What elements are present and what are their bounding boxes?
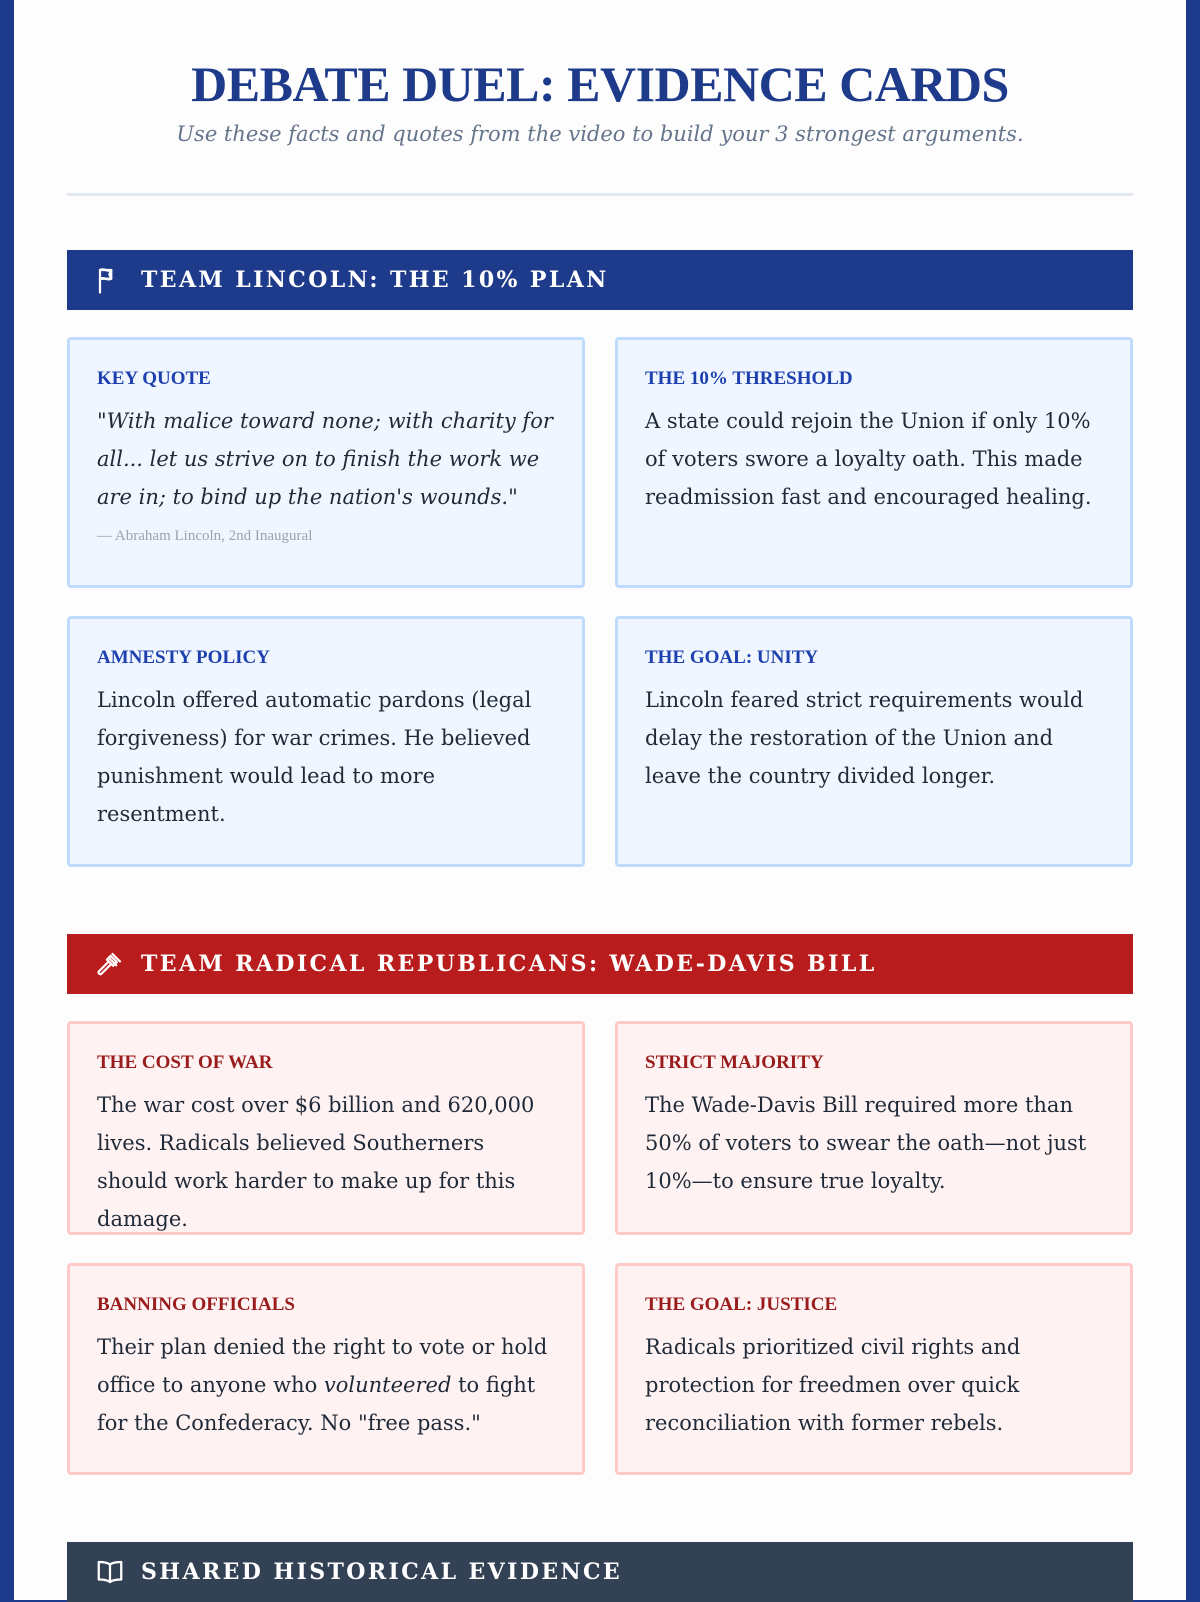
card-title: THE GOAL: JUSTICE bbox=[645, 1294, 838, 1315]
card-title: THE 10% THRESHOLD bbox=[645, 368, 853, 389]
card-title: AMNESTY POLICY bbox=[97, 647, 270, 668]
lincoln-section-title: TEAM LINCOLN: THE 10% PLAN bbox=[141, 267, 609, 293]
lincoln-section-header bbox=[67, 250, 1133, 310]
page bbox=[14, 0, 1186, 1600]
card-quote: "With malice toward none; with charity for all... let us strive on to finish the work we are in; to bind up the nation's wounds." bbox=[97, 409, 553, 509]
evidence-card-amnesty bbox=[67, 616, 585, 867]
card-text: Lincoln feared strict requirements would delay the restoration of the Union and leave the country divided longer. bbox=[645, 688, 1084, 788]
card-text-part: to fight for the Confederacy. No "free pass." bbox=[97, 1373, 536, 1435]
card-text-emphasis: volunteered bbox=[323, 1373, 452, 1397]
book-icon bbox=[95, 1556, 127, 1588]
card-title: KEY QUOTE bbox=[97, 368, 211, 389]
divider bbox=[67, 193, 1133, 196]
gavel-icon bbox=[95, 948, 127, 980]
flag-icon bbox=[95, 264, 127, 296]
evidence-card-cost-of-war bbox=[67, 1021, 585, 1235]
evidence-card-key-quote bbox=[67, 337, 585, 588]
evidence-card-banning-officials bbox=[67, 1263, 585, 1475]
evidence-card-justice bbox=[615, 1263, 1133, 1475]
page-subtitle: Use these facts and quotes from the video to build your 3 strongest arguments. bbox=[176, 122, 1024, 146]
card-text-part: Their plan denied the right to vote or hold office to anyone who bbox=[97, 1335, 548, 1397]
shared-section-header bbox=[67, 1542, 1133, 1602]
evidence-card-unity bbox=[615, 616, 1133, 867]
card-text: Lincoln offered automatic pardons (legal forgiveness) for war crimes. He believed punishment would lead to more resentment. bbox=[97, 688, 532, 826]
radicals-section-header bbox=[67, 934, 1133, 994]
quote-attribution: — Abraham Lincoln, 2nd Inaugural bbox=[97, 528, 313, 544]
card-text: The war cost over $6 billion and 620,000 lives. Radicals believed Southerners should work harder to make up for this damage. bbox=[97, 1093, 535, 1231]
card-text: Radicals prioritized civil rights and protection for freedmen over quick reconciliation with former rebels. bbox=[645, 1335, 1021, 1435]
evidence-card-10-threshold bbox=[615, 337, 1133, 588]
page-title: DEBATE DUEL: EVIDENCE CARDS bbox=[191, 56, 1009, 112]
shared-section-title: SHARED HISTORICAL EVIDENCE bbox=[141, 1559, 623, 1585]
card-text bbox=[97, 1328, 555, 1442]
evidence-card-strict-majority bbox=[615, 1021, 1133, 1235]
card-title: THE COST OF WAR bbox=[97, 1052, 273, 1073]
radicals-section-title: TEAM RADICAL REPUBLICANS: WADE-DAVIS BILL bbox=[141, 951, 877, 977]
card-text: The Wade-Davis Bill required more than 50% of voters to swear the oath—not just 10%—to ensure true loyalty. bbox=[645, 1093, 1087, 1193]
card-title: THE GOAL: UNITY bbox=[645, 647, 819, 668]
card-text: A state could rejoin the Union if only 10% of voters swore a loyalty oath. This made readmission fast and encouraged healing. bbox=[645, 409, 1092, 509]
card-title: STRICT MAJORITY bbox=[645, 1052, 824, 1073]
card-title: BANNING OFFICIALS bbox=[97, 1294, 295, 1315]
